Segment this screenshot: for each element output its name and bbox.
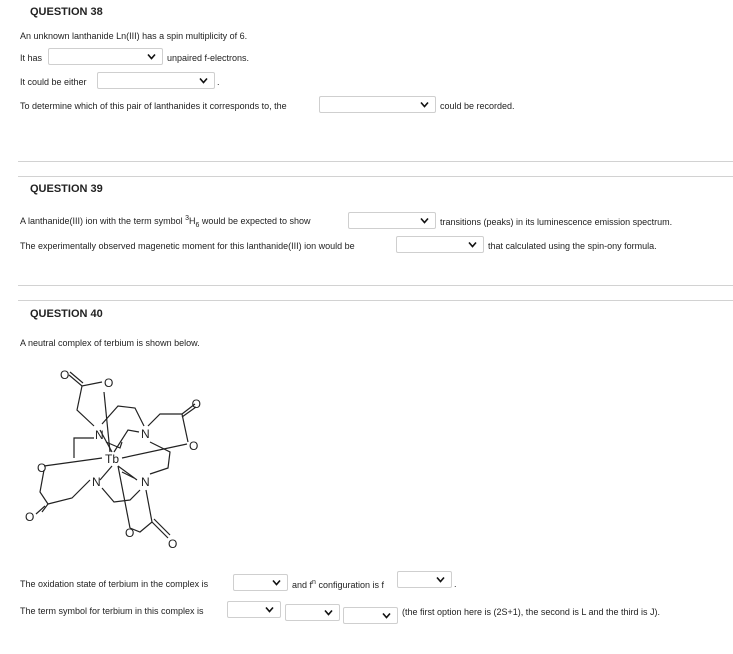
- chevron-down-icon: [436, 576, 445, 583]
- chevron-down-icon: [420, 101, 429, 108]
- divider: [18, 285, 733, 286]
- chevron-down-icon: [420, 217, 429, 224]
- bond: [182, 414, 188, 442]
- n-atom: N: [141, 475, 150, 489]
- q38-line3-suffix: .: [217, 77, 220, 87]
- bond: [102, 488, 140, 502]
- q40-line2-mid: and $f^n$ configuration is f: [292, 579, 384, 590]
- o-atom: O: [189, 439, 199, 453]
- o-atom: O: [168, 537, 178, 551]
- question-39-title: QUESTION 39: [30, 183, 103, 195]
- term-symbol-l-dropdown[interactable]: [285, 604, 340, 621]
- bond: [114, 430, 139, 452]
- o-atom: O: [125, 526, 135, 540]
- tb-label: Tb: [104, 452, 120, 466]
- divider: [18, 161, 733, 162]
- divider: [18, 176, 733, 177]
- n-atom: N: [141, 427, 150, 441]
- q38-line2-suffix: unpaired f-electrons.: [167, 53, 250, 63]
- q38-line3-prefix: It could be either: [20, 77, 87, 87]
- bond: [48, 480, 90, 504]
- q40-line3-prefix: The term symbol for terbium in this complex is: [20, 606, 204, 616]
- bond: [150, 442, 170, 474]
- chevron-down-icon: [468, 241, 477, 248]
- chevron-down-icon: [382, 612, 391, 619]
- chevron-down-icon: [199, 77, 208, 84]
- oxidation-state-dropdown[interactable]: [233, 574, 288, 591]
- n-atom: N: [92, 475, 101, 489]
- o-atom: O: [191, 397, 201, 411]
- terbium-complex-structure: [22, 362, 202, 552]
- chevron-down-icon: [272, 579, 281, 586]
- o-atom: O: [37, 461, 47, 475]
- divider: [18, 300, 733, 301]
- bond: [100, 466, 112, 480]
- o-atom: O: [25, 510, 35, 524]
- q38-statement: An unknown lanthanide Ln(III) has a spin multiplicity of 6.: [20, 31, 248, 41]
- bond: [40, 470, 48, 512]
- chevron-down-icon: [265, 606, 274, 613]
- term-symbol-multiplicity-dropdown[interactable]: [227, 601, 281, 618]
- question-38-title: QUESTION 38: [30, 6, 103, 18]
- q39-line1-suffix: transitions (peaks) in its luminescence emission spectrum.: [440, 217, 673, 227]
- bond: [122, 444, 187, 458]
- bond: [69, 375, 102, 386]
- q39-line1: A lanthanide(III) ion with the term symbol $^3H_6$ would be expected to show: [20, 215, 311, 229]
- bond: [74, 438, 94, 458]
- q39-line2-prefix: The experimentally observed magenetic moment for this lanthanide(III) ion would be: [20, 241, 355, 251]
- fn-configuration-dropdown[interactable]: [397, 571, 452, 588]
- chevron-down-icon: [147, 53, 156, 60]
- magnetic-moment-dropdown[interactable]: [396, 236, 484, 253]
- bond: [102, 406, 144, 426]
- q40-line3-suffix: (the first option here is (2S+1), the second is L and the third is J).: [402, 607, 661, 617]
- bond: [44, 458, 102, 466]
- bond: [148, 404, 195, 426]
- transitions-count-dropdown[interactable]: [348, 212, 436, 229]
- question-40-title: QUESTION 40: [30, 308, 103, 320]
- measurement-dropdown[interactable]: [319, 96, 436, 113]
- q38-line2-prefix: It has: [20, 53, 43, 63]
- q40-line2-suffix: .: [454, 579, 457, 589]
- bond: [77, 386, 94, 426]
- unpaired-electrons-dropdown[interactable]: [48, 48, 163, 65]
- o-atom: O: [60, 368, 70, 382]
- q40-statement: A neutral complex of terbium is shown below.: [20, 338, 200, 348]
- q40-line2-prefix: The oxidation state of terbium in the complex is: [20, 579, 209, 589]
- q38-line4-prefix: To determine which of this pair of lanthanides it corresponds to, the: [20, 101, 287, 111]
- chevron-down-icon: [324, 609, 333, 616]
- q38-line4-suffix: could be recorded.: [440, 101, 515, 111]
- n-atom: N: [95, 428, 104, 442]
- o-atom: O: [104, 376, 114, 390]
- lanthanide-pair-dropdown[interactable]: [97, 72, 215, 89]
- q39-line2-suffix: that calculated using the spin-ony formula.: [488, 241, 657, 251]
- term-symbol-j-dropdown[interactable]: [343, 607, 398, 624]
